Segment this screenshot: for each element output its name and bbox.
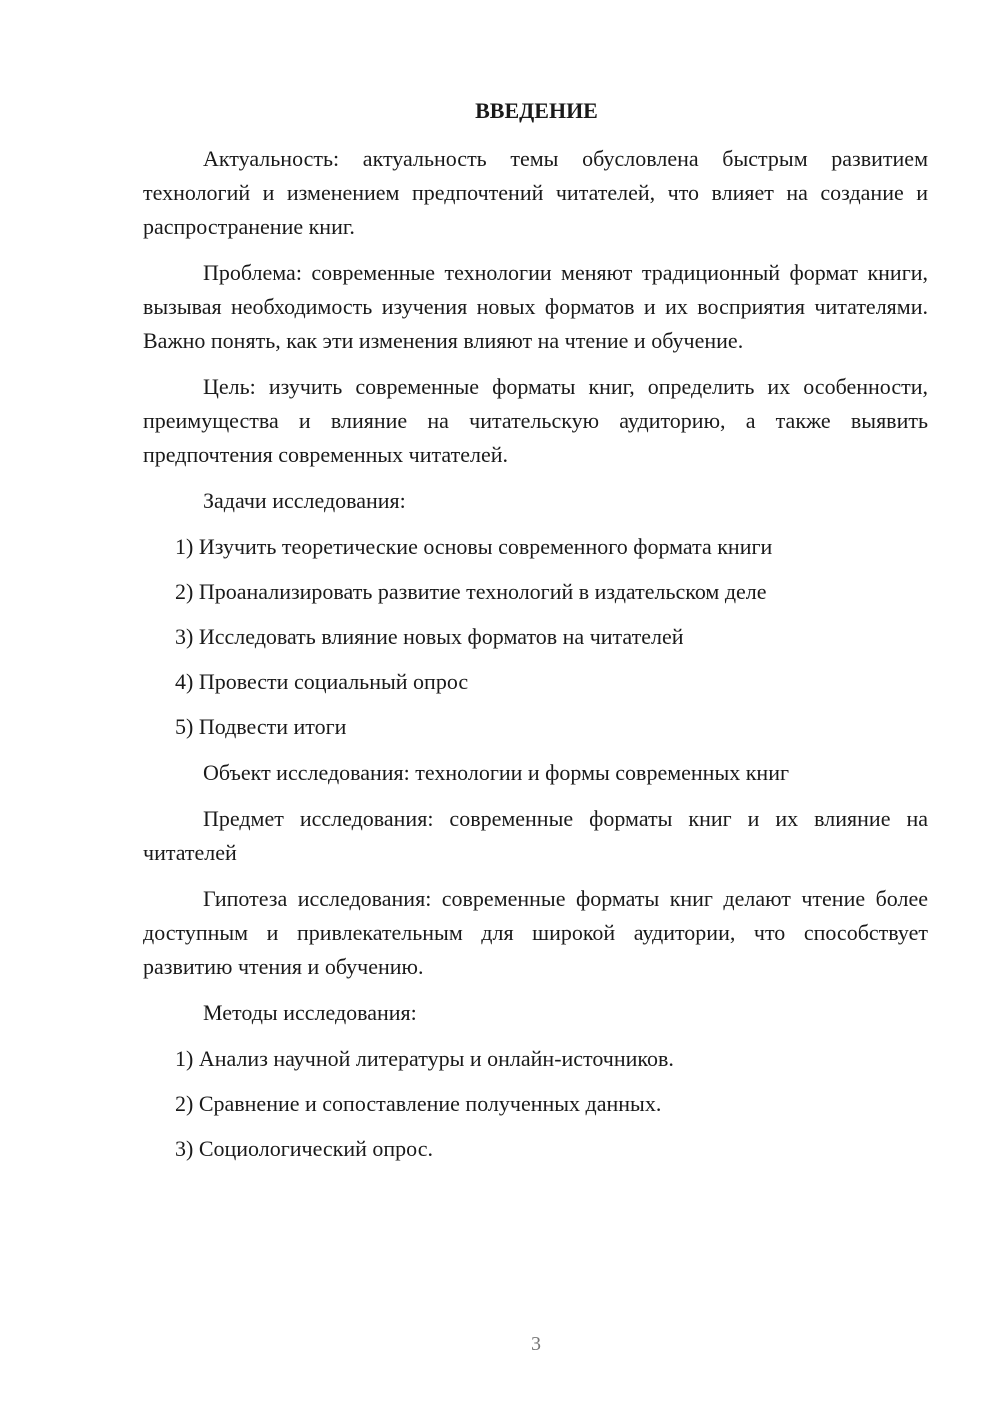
methods-list: [143, 1042, 928, 1166]
document-page: [143, 94, 928, 1178]
problem-paragraph: Проблема: современные технологии меняют традиционный формат книги, вызывая необходимость изучения новых форматов и их восприятия читателями. Важно понять, как эти изменения влияют на чтение и обучение.: [143, 260, 928, 353]
tasks-list: [143, 530, 928, 744]
object-paragraph: Объект исследования: технологии и формы современных книг: [203, 760, 789, 785]
list-item: 2) Сравнение и сопоставление полученных данных.: [175, 1091, 662, 1116]
tasks-heading: Задачи исследования:: [203, 488, 406, 513]
methods-heading: Методы исследования:: [203, 1000, 417, 1025]
page-number: 3: [531, 1333, 541, 1355]
hypothesis-paragraph: Гипотеза исследования: современные форматы книг делают чтение более доступным и привлекательным для широкой аудитории, что способствует развитию чтения и обучению.: [143, 886, 928, 979]
list-item: 2) Проанализировать развитие технологий в издательском деле: [175, 579, 767, 604]
list-item: 1) Анализ научной литературы и онлайн-источников.: [175, 1046, 674, 1071]
page-title: ВВЕДЕНИЕ: [475, 98, 598, 123]
list-item: 1) Изучить теоретические основы современного формата книги: [175, 534, 773, 559]
list-item: 3) Исследовать влияние новых форматов на читателей: [175, 624, 684, 649]
list-item: 3) Социологический опрос.: [175, 1136, 433, 1161]
subject-paragraph: Предмет исследования: современные форматы книг и их влияние на читателей: [143, 806, 928, 865]
list-item: 4) Провести социальный опрос: [175, 669, 469, 694]
list-item: 5) Подвести итоги: [175, 714, 347, 739]
goal-paragraph: Цель: изучить современные форматы книг, определить их особенности, преимущества и влияние на читательскую аудиторию, а также выявить предпочтения современных читателей.: [143, 374, 928, 467]
relevance-paragraph: Актуальность: актуальность темы обусловлена быстрым развитием технологий и изменением предпочтений читателей, что влияет на создание и распространение книг.: [143, 146, 928, 239]
